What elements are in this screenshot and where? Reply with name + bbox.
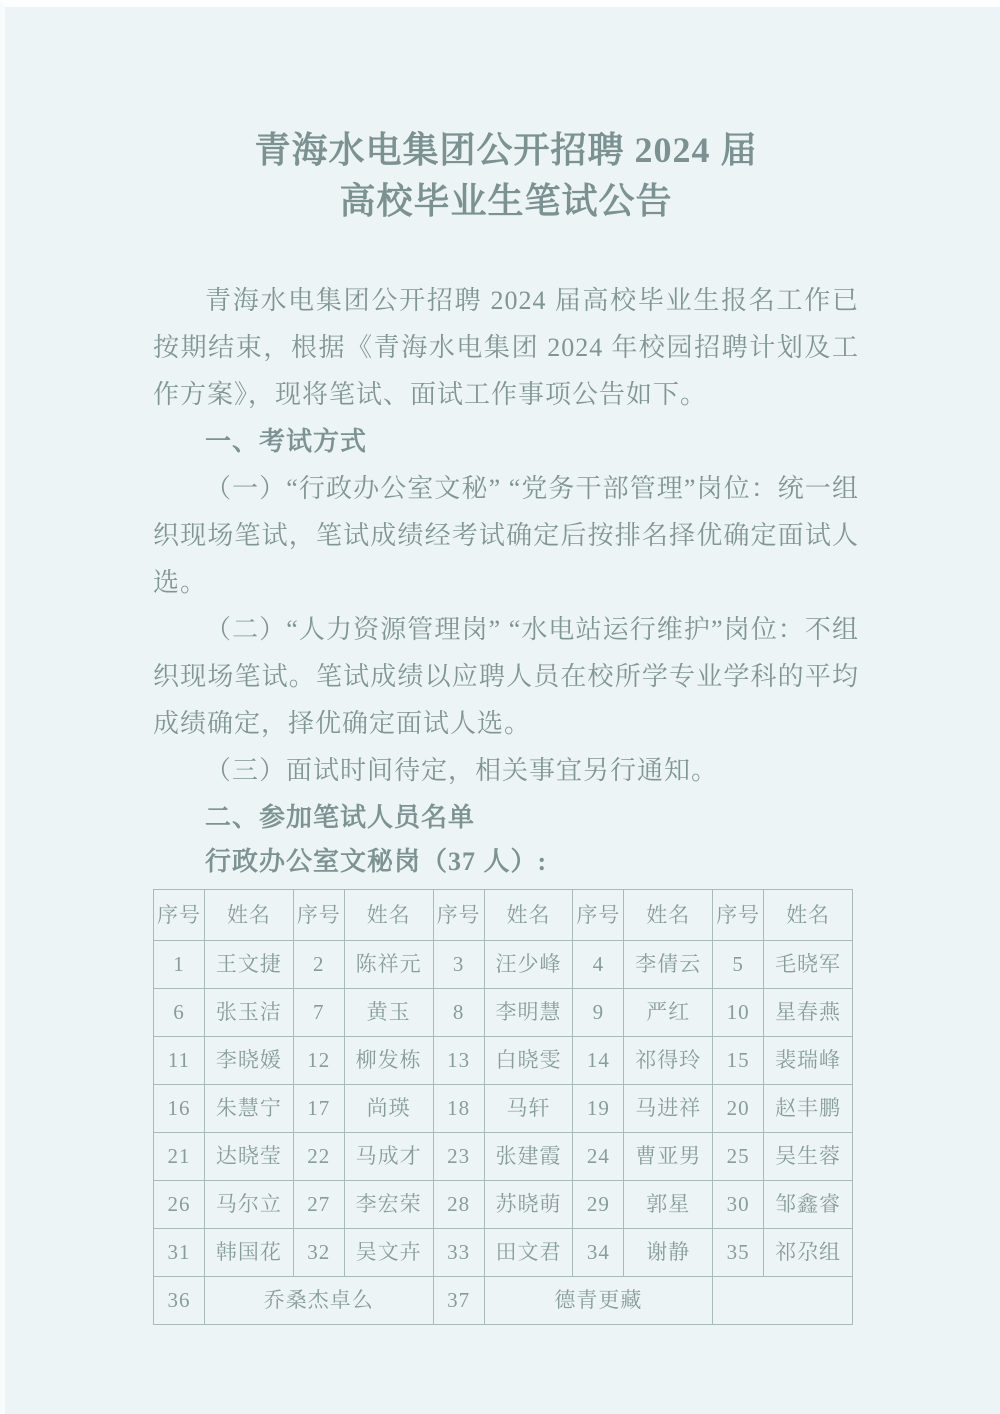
table-cell: 严红: [624, 989, 713, 1037]
table-cell: 柳发栋: [344, 1037, 433, 1085]
table-row: [154, 1277, 853, 1325]
table-cell: 11: [154, 1037, 205, 1085]
document-body: [153, 277, 859, 1325]
section-1-item-1: （一）“行政办公室文秘” “党务干部管理”岗位：统一组织现场笔试，笔试成绩经考试确定后按排名择优确定面试人选。: [153, 474, 859, 597]
table-cell: 3: [433, 941, 484, 989]
roster-table-head: [154, 890, 853, 941]
table-row: [154, 1229, 853, 1277]
table-cell: 乔桑杰卓么: [205, 1277, 434, 1325]
column-header: 姓名: [624, 890, 713, 941]
table-cell: 13: [433, 1037, 484, 1085]
table-cell: 尚瑛: [344, 1085, 433, 1133]
table-cell: 7: [293, 989, 344, 1037]
column-header: 序号: [713, 890, 764, 941]
table-cell: [713, 1277, 853, 1325]
section-2-heading: 二、参加笔试人员名单: [205, 802, 476, 832]
section-1-item-3: （三）面试时间待定，相关事宜另行通知。: [205, 756, 719, 785]
table-row: [154, 1181, 853, 1229]
table-cell: 星春燕: [764, 989, 853, 1037]
roster-caption: 行政办公室文秘岗（37 人）:: [205, 847, 548, 876]
table-cell: 祁得玲: [624, 1037, 713, 1085]
table-cell: 裴瑞峰: [764, 1037, 853, 1085]
table-cell: 朱慧宁: [205, 1085, 294, 1133]
table-cell: 25: [713, 1133, 764, 1181]
document-content: [153, 7, 859, 1325]
table-cell: 16: [154, 1085, 205, 1133]
roster-table-body: [154, 941, 853, 1325]
table-cell: 邹鑫睿: [764, 1181, 853, 1229]
table-cell: 汪少峰: [484, 941, 573, 989]
header-row: [154, 890, 853, 941]
table-cell: 9: [573, 989, 624, 1037]
table-cell: 32: [293, 1229, 344, 1277]
roster-table: [153, 889, 853, 1325]
table-cell: 李倩云: [624, 941, 713, 989]
table-cell: 德青更藏: [484, 1277, 713, 1325]
column-header: 姓名: [764, 890, 853, 941]
table-cell: 王文捷: [205, 941, 294, 989]
table-cell: 24: [573, 1133, 624, 1181]
table-row: [154, 941, 853, 989]
table-row: [154, 1037, 853, 1085]
table-cell: 祁尕组: [764, 1229, 853, 1277]
table-cell: 李明慧: [484, 989, 573, 1037]
table-cell: 吴生蓉: [764, 1133, 853, 1181]
column-header: 姓名: [205, 890, 294, 941]
table-cell: 15: [713, 1037, 764, 1085]
table-cell: 黄玉: [344, 989, 433, 1037]
section-1-item-2: （二）“人力资源管理岗” “水电站运行维护”岗位：不组织现场笔试。笔试成绩以应聘人员在校所学专业学科的平均成绩确定，择优确定面试人选。: [153, 615, 859, 738]
table-cell: 26: [154, 1181, 205, 1229]
document-title: [153, 125, 859, 227]
column-header: 姓名: [344, 890, 433, 941]
table-cell: 35: [713, 1229, 764, 1277]
table-cell: 马尔立: [205, 1181, 294, 1229]
title-line-1: 青海水电集团公开招聘 2024 届: [254, 130, 758, 170]
table-row: [154, 1085, 853, 1133]
table-cell: 达晓莹: [205, 1133, 294, 1181]
table-cell: 22: [293, 1133, 344, 1181]
table-cell: 8: [433, 989, 484, 1037]
table-row: [154, 989, 853, 1037]
title-line-2: 高校毕业生笔试公告: [339, 181, 673, 221]
table-cell: 36: [154, 1277, 205, 1325]
table-cell: 4: [573, 941, 624, 989]
table-cell: 谢静: [624, 1229, 713, 1277]
table-cell: 1: [154, 941, 205, 989]
table-cell: 23: [433, 1133, 484, 1181]
table-cell: 2: [293, 941, 344, 989]
table-cell: 34: [573, 1229, 624, 1277]
table-cell: 6: [154, 989, 205, 1037]
table-cell: 29: [573, 1181, 624, 1229]
table-cell: 21: [154, 1133, 205, 1181]
table-cell: 李宏荣: [344, 1181, 433, 1229]
column-header: 序号: [154, 890, 205, 941]
intro-paragraph: 青海水电集团公开招聘 2024 届高校毕业生报名工作已按期结束，根据《青海水电集团 2024 年校园招聘计划及工作方案》，现将笔试、面试工作事项公告如下。: [153, 286, 859, 409]
table-cell: 5: [713, 941, 764, 989]
table-cell: 曹亚男: [624, 1133, 713, 1181]
table-cell: 28: [433, 1181, 484, 1229]
table-cell: 20: [713, 1085, 764, 1133]
table-cell: 31: [154, 1229, 205, 1277]
table-cell: 田文君: [484, 1229, 573, 1277]
column-header: 姓名: [484, 890, 573, 941]
table-cell: 12: [293, 1037, 344, 1085]
table-cell: 李晓媛: [205, 1037, 294, 1085]
table-cell: 30: [713, 1181, 764, 1229]
table-row: [154, 1133, 853, 1181]
table-cell: 马进祥: [624, 1085, 713, 1133]
table-cell: 37: [433, 1277, 484, 1325]
section-1-heading: 一、考试方式: [205, 426, 368, 456]
table-cell: 10: [713, 989, 764, 1037]
table-cell: 赵丰鹏: [764, 1085, 853, 1133]
table-cell: 33: [433, 1229, 484, 1277]
table-cell: 18: [433, 1085, 484, 1133]
column-header: 序号: [433, 890, 484, 941]
table-cell: 马成才: [344, 1133, 433, 1181]
table-cell: 毛晓军: [764, 941, 853, 989]
table-cell: 张建霞: [484, 1133, 573, 1181]
table-cell: 张玉洁: [205, 989, 294, 1037]
table-cell: 17: [293, 1085, 344, 1133]
table-cell: 27: [293, 1181, 344, 1229]
column-header: 序号: [573, 890, 624, 941]
table-cell: 19: [573, 1085, 624, 1133]
column-header: 序号: [293, 890, 344, 941]
table-cell: 白晓雯: [484, 1037, 573, 1085]
table-cell: 郭星: [624, 1181, 713, 1229]
table-cell: 吴文卉: [344, 1229, 433, 1277]
table-cell: 马轩: [484, 1085, 573, 1133]
table-cell: 苏晓萌: [484, 1181, 573, 1229]
table-cell: 14: [573, 1037, 624, 1085]
table-cell: 陈祥元: [344, 941, 433, 989]
table-cell: 韩国花: [205, 1229, 294, 1277]
